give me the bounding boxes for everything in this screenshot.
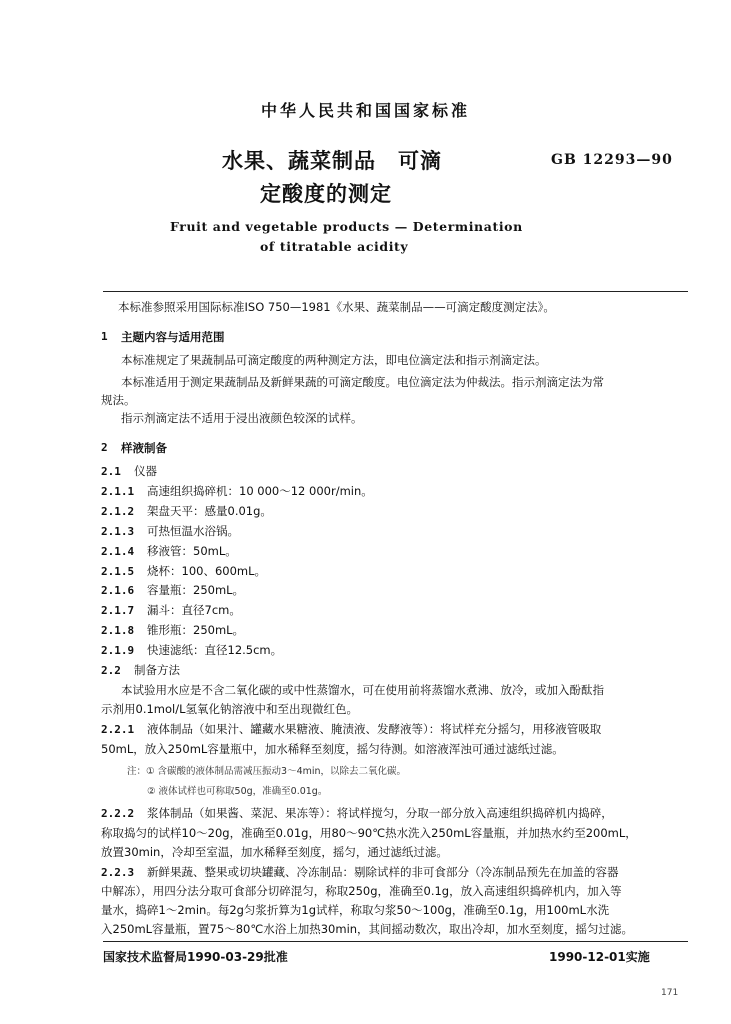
item-number: 2.1.3 [101, 525, 135, 538]
standard-type: 中华人民共和国国家标准 [260, 101, 470, 120]
item-number: 2.1.4 [101, 545, 135, 558]
item-number: 2.1.6 [101, 584, 135, 597]
title-line-2: 定酸度的测定 [260, 182, 392, 206]
english-title-line-2: of titratable acidity [260, 239, 409, 254]
item-text: 容量瓶：250mL。 [147, 583, 245, 597]
subsection-2-2-3-line-2: 中解冻），用四分法分取可食部分切碎混匀，称取250g，准确至0.1g，放入高速组织捣碎机内，加入等 [101, 884, 622, 898]
subsection-2-2-number: 2.2 [101, 664, 121, 677]
item-text: 漏斗：直径7cm。 [147, 603, 241, 617]
subsection-2-2-3-line-3: 量水，捣碎1～2min。每2g匀浆折算为1g试样，称取匀浆50～100g，准确至0.1g，用100mL水洗 [101, 903, 610, 917]
section-1-para-1: 本标准规定了果蔬制品可滴定酸度的两种测定方法，即电位滴定法和指示剂滴定法。 [121, 353, 547, 367]
standard-code: GB 12293—90 [551, 152, 673, 168]
subsection-2-2-2-line-3: 放置30min，冷却至室温，加水稀释至刻度，摇匀，通过滤纸过滤。 [101, 845, 448, 859]
subsection-2-2-1-line-1: 液体制品（如果汁、罐藏水果糖液、腌渍液、发酵液等）：将试样充分摇匀，用移液管吸取 [147, 722, 602, 736]
note-1: 注：① 含碳酸的液体制品需减压振动3～4min，以除去二氧化碳。 [127, 766, 407, 777]
item-text: 快速滤纸：直径12.5cm。 [147, 643, 283, 657]
subsection-2-2-2-line-1: 浆体制品（如果酱、菜泥、果冻等）：将试样搅匀，分取一部分放入高速组织捣碎机内捣碎， [147, 806, 613, 820]
intro-text: 本标准参照采用国际标准ISO 750—1981《水果、蔬菜制品——可滴定酸度测定法》。 [118, 300, 555, 314]
effective-date: 1990-12-01实施 [549, 950, 650, 964]
subsection-2-2-2-line-2: 称取捣匀的试样10～20g，准确至0.01g，用80～90℃热水洗入250mL容量瓶，并加热水约至200mL， [101, 826, 637, 840]
item-text: 高速组织捣碎机：10 000～12 000r/min。 [147, 484, 373, 498]
subsection-2-1-number: 2.1 [101, 465, 121, 478]
approval-date: 国家技术监督局1990-03-29批准 [103, 950, 288, 964]
subsection-2-2-label: 制备方法 [134, 663, 180, 677]
section-2-title: 样液制备 [121, 441, 167, 455]
english-title-line-1: Fruit and vegetable products — Determination [170, 219, 523, 234]
subsection-2-2-line-2: 示剂用0.1mol/L氢氧化钠溶液中和至出现微红色。 [101, 702, 359, 716]
item-text: 移液管：50mL。 [147, 544, 237, 558]
subsection-2-2-line-1: 本试验用水应是不含二氧化碳的或中性蒸馏水，可在使用前将蒸馏水煮沸、放冷，或加入酚酞指 [121, 683, 604, 697]
bottom-rule [103, 941, 688, 942]
item-number: 2.1.7 [101, 604, 135, 617]
subsection-2-2-1-number: 2.2.1 [101, 723, 135, 736]
subsection-2-2-2-number: 2.2.2 [101, 807, 135, 820]
section-2-number: 2 [101, 441, 108, 454]
subsection-2-2-1-line-2: 50mL，放入250mL容量瓶中，加水稀释至刻度，摇匀待测。如溶液浑浊可通过滤纸过滤。 [101, 742, 564, 756]
top-rule [103, 291, 688, 292]
item-text: 架盘天平：感量0.01g。 [147, 504, 272, 518]
item-text: 烧杯：100、600mL。 [147, 564, 267, 578]
item-number: 2.1.2 [101, 505, 135, 518]
page-number: 171 [661, 988, 679, 998]
item-number: 2.1.5 [101, 565, 135, 578]
item-number: 2.1.8 [101, 624, 135, 637]
section-1-title: 主题内容与适用范围 [121, 330, 225, 344]
item-number: 2.1.9 [101, 644, 135, 657]
subsection-2-2-3-line-4: 入250mL容量瓶，置75～80℃水浴上加热30min，其间摇动数次，取出冷却，加水至刻度，摇匀过滤。 [101, 922, 634, 936]
item-text: 锥形瓶：250mL。 [147, 623, 245, 637]
subsection-2-1-label: 仪器 [134, 464, 157, 478]
item-text: 可热恒温水浴锅。 [147, 524, 239, 538]
section-1-para-3: 指示剂滴定法不适用于浸出液颜色较深的试样。 [121, 411, 363, 425]
section-1-number: 1 [101, 330, 108, 343]
subsection-2-2-3-line-1: 新鲜果蔬、整果或切块罐藏、冷冻制品：剔除试样的非可食部分（冷冻制品预先在加盖的容器 [147, 865, 619, 879]
title-line-1: 水果、蔬菜制品 可滴 [222, 149, 442, 173]
section-1-para-2-line-2: 规法。 [101, 393, 136, 407]
note-2: ② 液体试样也可称取50g，准确至0.01g。 [147, 786, 328, 797]
section-1-para-2-line-1: 本标准适用于测定果蔬制品及新鲜果蔬的可滴定酸度。电位滴定法为仲裁法。指示剂滴定法为常 [121, 375, 604, 389]
subsection-2-2-3-number: 2.2.3 [101, 866, 135, 879]
item-number: 2.1.1 [101, 485, 135, 498]
